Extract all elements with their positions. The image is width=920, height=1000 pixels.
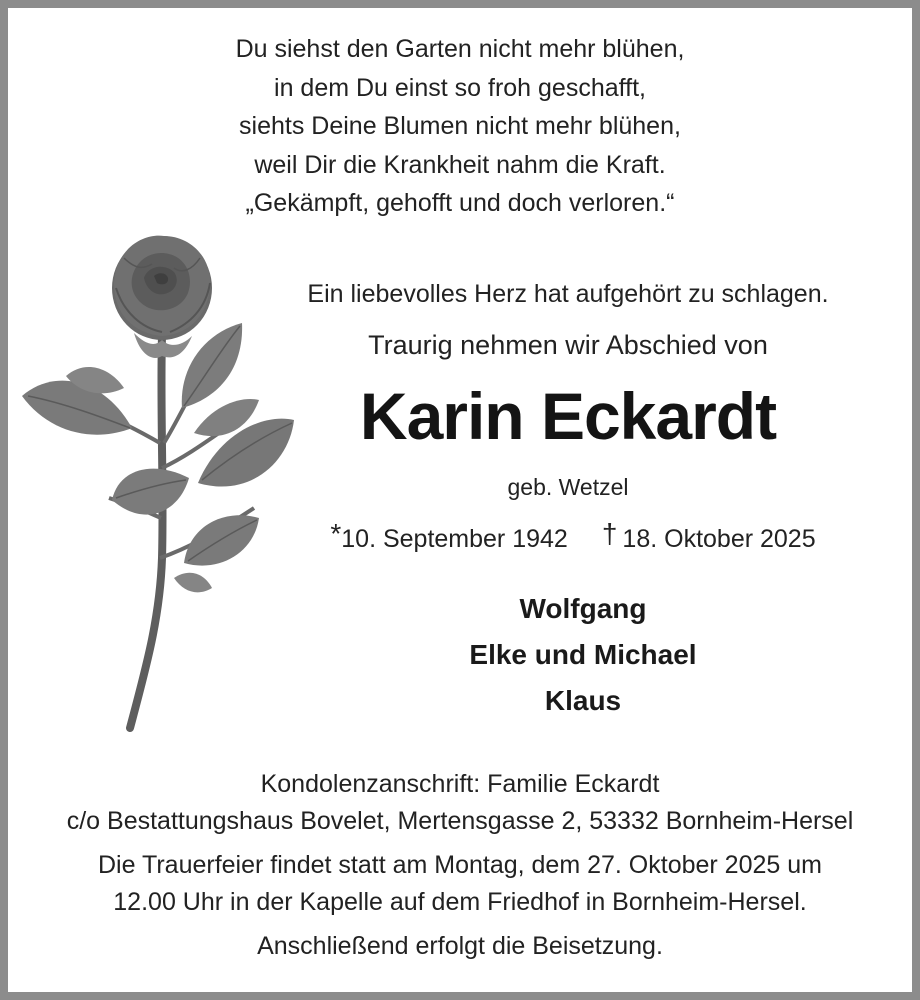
deceased-name: Karin Eckardt bbox=[359, 379, 777, 453]
mourner-name: Klaus bbox=[544, 685, 622, 716]
cross-icon: † bbox=[601, 518, 618, 549]
birth-name: geb. Wetzel bbox=[507, 474, 629, 500]
mourners bbox=[248, 586, 918, 724]
rose-bloom bbox=[112, 236, 212, 340]
born-symbol: * bbox=[330, 518, 342, 549]
rose-stem bbox=[130, 336, 163, 728]
poem-line: in dem Du einst so froh geschafft, bbox=[274, 73, 646, 102]
condolence-address-line: c/o Bestattungshaus Bovelet, Mertensgasse 2, 53332 Bornheim-Hersel bbox=[66, 807, 854, 835]
service-info: Die Trauerfeier findet statt am Montag, dem 27. Oktober 2025 um bbox=[98, 851, 822, 879]
footer-info bbox=[8, 766, 912, 965]
birth-date: 10. September 1942 bbox=[341, 525, 568, 553]
poem-line: siehts Deine Blumen nicht mehr blühen, bbox=[239, 112, 681, 140]
intro-line: Ein liebevolles Herz hat aufgehört zu schlagen. bbox=[307, 280, 829, 308]
rose-leaf bbox=[174, 573, 212, 593]
burial-info: Anschließend erfolgt die Beisetzung. bbox=[257, 932, 663, 960]
poem-line: weil Dir die Krankheit nahm die Kraft. bbox=[254, 150, 666, 179]
poem bbox=[8, 30, 912, 223]
farewell-line: Traurig nehmen wir Abschied von bbox=[368, 330, 768, 360]
mourner-name: Wolfgang bbox=[519, 593, 647, 624]
service-info-line: 12.00 Uhr in der Kapelle auf dem Friedhof in Bornheim-Hersel. bbox=[113, 888, 807, 916]
life-dates bbox=[248, 518, 898, 554]
rose-leaf bbox=[112, 469, 189, 515]
poem-line: „Gekämpft, gehofft und doch verloren.“ bbox=[245, 189, 675, 217]
condolence-address: Kondolenzanschrift: Familie Eckardt bbox=[260, 770, 660, 798]
poem-line: Du siehst den Garten nicht mehr blühen, bbox=[235, 35, 685, 63]
mourner-name: Elke und Michael bbox=[469, 639, 697, 670]
death-date: 18. Oktober 2025 bbox=[622, 525, 816, 553]
